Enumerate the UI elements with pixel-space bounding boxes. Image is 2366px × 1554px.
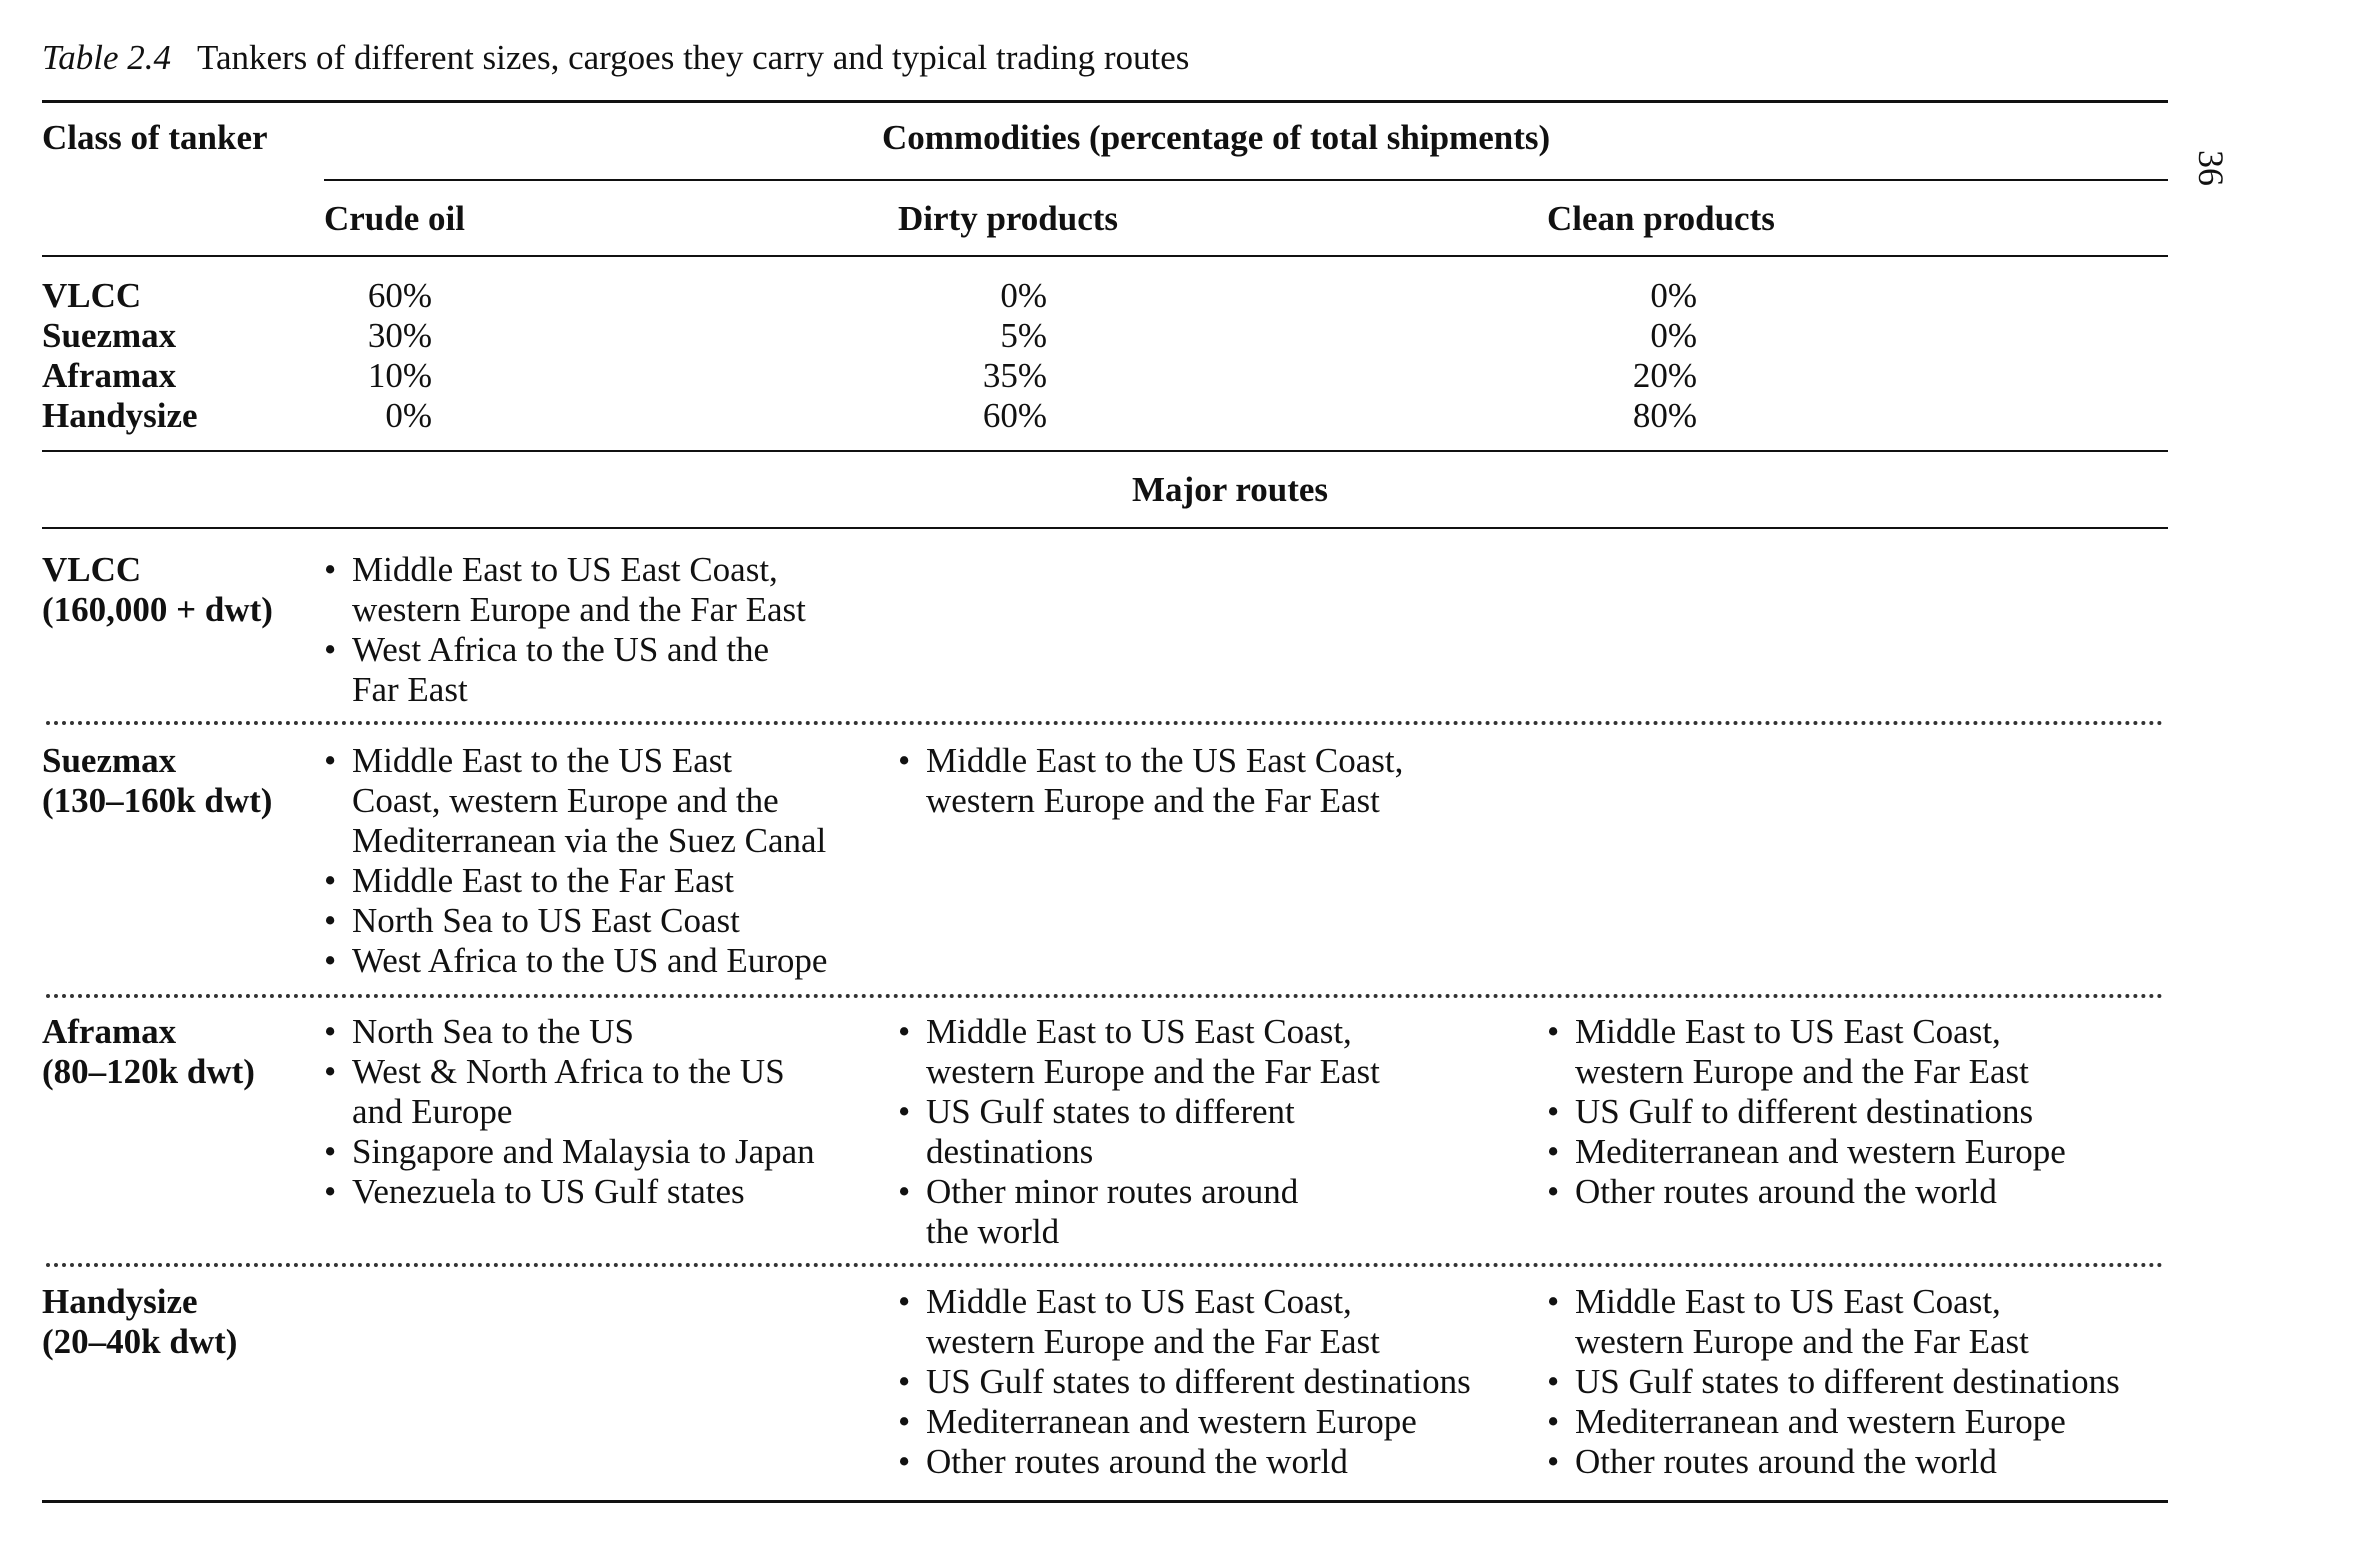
tanker-class-label: Handysize: [42, 396, 198, 435]
route-line: • Middle East to US East Coast,: [926, 1282, 1352, 1321]
route-line: • US Gulf states to different destinations: [926, 1362, 1471, 1401]
route-line: western Europe and the Far East: [1575, 1052, 2029, 1091]
route-line: Mediterranean via the Suez Canal: [352, 821, 827, 860]
row-separator: [46, 1263, 2164, 1267]
route-line: • Middle East to US East Coast,: [352, 550, 778, 589]
route-item: [320, 1172, 815, 1212]
tanker-size-label: (20–40k dwt): [42, 1322, 238, 1361]
crude-routes-list: [320, 550, 806, 710]
tanker-class-label: Handysize: [42, 1282, 198, 1321]
route-line: and Europe: [352, 1092, 513, 1131]
routes-header-rule: [42, 527, 2168, 529]
dirty-routes-list: [894, 1282, 1471, 1482]
route-line: • North Sea to US East Coast: [352, 901, 740, 940]
crude-routes-list: [320, 1012, 815, 1212]
route-item: [1543, 1282, 2120, 1362]
class-of-tanker-header: Class of tanker: [42, 118, 268, 157]
major-routes-header: Major routes: [1132, 470, 1329, 509]
route-line: • Mediterranean and western Europe: [926, 1402, 1417, 1441]
column-header-rule: [42, 255, 2168, 257]
route-line: western Europe and the Far East: [926, 1052, 1380, 1091]
clean-share-value: 0%: [1650, 276, 1697, 315]
route-item: [1543, 1442, 2120, 1482]
table-caption-text: Tankers of different sizes, cargoes they carry and typical trading routes: [197, 38, 1190, 77]
route-item: [1543, 1092, 2066, 1132]
route-line: • Venezuela to US Gulf states: [352, 1172, 745, 1211]
tanker-size-label: (130–160k dwt): [42, 781, 273, 820]
route-item: [894, 1362, 1471, 1402]
route-line: Far East: [352, 670, 468, 709]
route-item: [894, 1402, 1471, 1442]
route-item: [1543, 1172, 2066, 1212]
route-item: [894, 1092, 1380, 1172]
tanker-class-label: Suezmax: [42, 316, 177, 355]
crude-share-value: 0%: [385, 396, 432, 435]
route-line: • North Sea to the US: [352, 1012, 634, 1051]
route-line: • Mediterranean and western Europe: [1575, 1132, 2066, 1171]
route-line: • Singapore and Malaysia to Japan: [352, 1132, 815, 1171]
route-item: [894, 1012, 1380, 1092]
crude-routes-list: [320, 741, 827, 981]
crude-oil-header: Crude oil: [324, 199, 465, 238]
clean-routes-list: [1543, 1282, 2120, 1482]
dirty-share-value: 0%: [1000, 276, 1047, 315]
route-line: • Middle East to the US East: [352, 741, 733, 780]
dirty-routes-list: [894, 1012, 1380, 1252]
clean-products-header: Clean products: [1547, 199, 1775, 238]
crude-share-value: 60%: [367, 276, 432, 315]
commodities-header: Commodities (percentage of total shipments): [882, 118, 1551, 157]
bottom-rule: [42, 1500, 2168, 1503]
row-separator: [46, 994, 2164, 998]
route-item: [320, 901, 827, 941]
route-line: • Other routes around the world: [926, 1442, 1348, 1481]
route-item: [320, 941, 827, 981]
route-item: [894, 1442, 1471, 1482]
route-item: [894, 1282, 1471, 1362]
route-line: • Other minor routes around: [926, 1172, 1299, 1211]
route-item: [1543, 1012, 2066, 1092]
dirty-share-value: 5%: [1000, 316, 1047, 355]
route-line: • West Africa to the US and Europe: [352, 941, 828, 980]
table-caption: [42, 38, 1189, 78]
route-line: • Other routes around the world: [1575, 1172, 1997, 1211]
route-item: [1543, 1362, 2120, 1402]
route-line: • West Africa to the US and the: [352, 630, 770, 669]
route-item: [320, 630, 806, 710]
route-line: western Europe and the Far East: [926, 781, 1380, 820]
route-line: • Mediterranean and western Europe: [1575, 1402, 2066, 1441]
route-line: • Middle East to US East Coast,: [1575, 1282, 2001, 1321]
route-item: [894, 1172, 1380, 1252]
route-line: • Middle East to US East Coast,: [926, 1012, 1352, 1051]
route-item: [320, 550, 806, 630]
dirty-share-value: 60%: [982, 396, 1047, 435]
tanker-size-label: (80–120k dwt): [42, 1052, 255, 1091]
dirty-routes-list: [894, 741, 1403, 821]
tanker-class-label: Aframax: [42, 356, 177, 395]
dirty-share-value: 35%: [982, 356, 1047, 395]
clean-routes-list: [1543, 1012, 2066, 1212]
route-line: • Middle East to the US East Coast,: [926, 741, 1404, 780]
route-line: western Europe and the Far East: [926, 1322, 1380, 1361]
tanker-class-label: VLCC: [42, 550, 142, 589]
row-separator: [46, 721, 2164, 725]
route-line: Coast, western Europe and the: [352, 781, 779, 820]
route-line: destinations: [926, 1132, 1094, 1171]
crude-share-value: 10%: [367, 356, 432, 395]
route-item: [320, 861, 827, 901]
top-rule: [42, 100, 2168, 103]
shipments-bottom-rule: [42, 450, 2168, 452]
table-label: Table 2.4: [42, 38, 172, 77]
route-item: [320, 741, 827, 861]
tanker-class-label: Suezmax: [42, 741, 177, 780]
route-item: [894, 741, 1403, 821]
route-line: the world: [926, 1212, 1060, 1251]
route-line: • West & North Africa to the US: [352, 1052, 785, 1091]
route-line: western Europe and the Far East: [352, 590, 806, 629]
crude-share-value: 30%: [367, 316, 432, 355]
clean-share-value: 80%: [1632, 396, 1697, 435]
route-line: western Europe and the Far East: [1575, 1322, 2029, 1361]
route-line: • Other routes around the world: [1575, 1442, 1997, 1481]
commodities-rule: [324, 179, 2168, 181]
tanker-class-label: VLCC: [42, 276, 142, 315]
route-item: [1543, 1132, 2066, 1172]
clean-share-value: 20%: [1632, 356, 1697, 395]
route-line: • Middle East to the Far East: [352, 861, 735, 900]
clean-share-value: 0%: [1650, 316, 1697, 355]
route-line: • US Gulf states to different destinations: [1575, 1362, 2120, 1401]
route-line: • US Gulf states to different: [926, 1092, 1295, 1131]
tanker-size-label: (160,000 + dwt): [42, 590, 273, 629]
route-item: [320, 1132, 815, 1172]
route-item: [1543, 1402, 2120, 1442]
route-item: [320, 1052, 815, 1132]
tanker-class-label: Aframax: [42, 1012, 177, 1051]
route-item: [320, 1012, 815, 1052]
route-line: • US Gulf to different destinations: [1575, 1092, 2034, 1131]
page-number: 36: [2191, 150, 2231, 186]
dirty-products-header: Dirty products: [898, 199, 1119, 238]
route-line: • Middle East to US East Coast,: [1575, 1012, 2001, 1051]
